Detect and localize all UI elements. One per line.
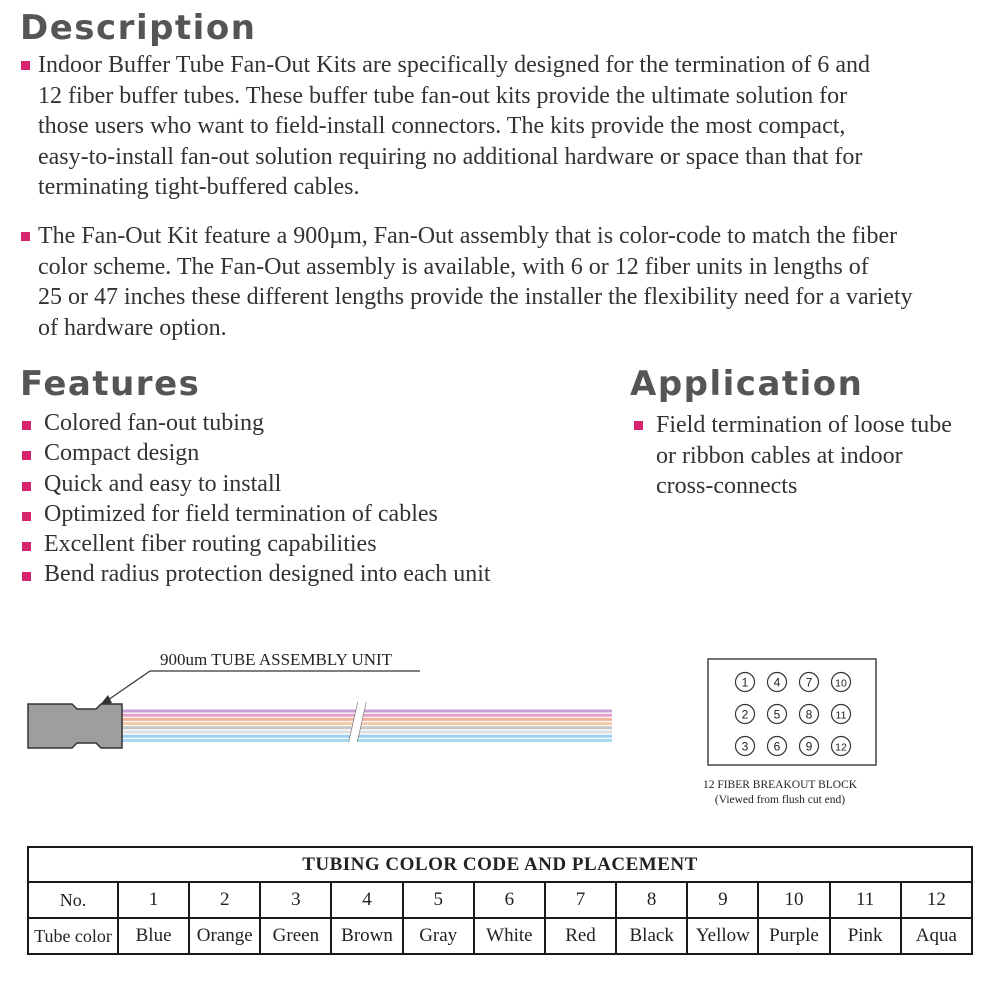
application-line: cross-connects xyxy=(656,473,798,499)
breakout-block-caption xyxy=(660,778,900,808)
paragraph-line: of hardware option. xyxy=(38,314,227,341)
application-text xyxy=(656,410,952,502)
fiber-position-number: 9 xyxy=(805,739,813,754)
fiber-position-number: 1 xyxy=(741,675,749,690)
fiber-number-cell: 10 xyxy=(758,882,829,918)
feature-text: Optimized for field termination of cables xyxy=(44,500,438,527)
bullet-square-icon xyxy=(22,542,31,551)
fiber-number-cell: 6 xyxy=(474,882,545,918)
features-list xyxy=(22,408,491,590)
fiber-number-cell: 5 xyxy=(403,882,474,918)
fiber-position-number: 3 xyxy=(741,739,749,754)
tube-assembly-label: 900um TUBE ASSEMBLY UNIT xyxy=(160,650,393,669)
table-title: TUBING COLOR CODE AND PLACEMENT xyxy=(28,847,972,882)
bullet-square-icon xyxy=(634,421,643,430)
fiber-number-cell: 4 xyxy=(331,882,402,918)
bullet-square-icon xyxy=(22,572,31,581)
fiber-number-cell: 3 xyxy=(260,882,331,918)
fiber-position-number: 11 xyxy=(835,709,847,722)
row-header-tube-color: Tube color xyxy=(28,918,118,954)
feature-item xyxy=(22,499,491,529)
tube-color-cell: Green xyxy=(260,918,331,954)
leader-line xyxy=(108,671,150,700)
fiber-position-number: 4 xyxy=(773,675,781,690)
tube-color-cell: Black xyxy=(616,918,687,954)
table-row-colors xyxy=(28,918,972,954)
feature-item xyxy=(22,529,491,559)
fiber-number-cell: 1 xyxy=(118,882,189,918)
feature-text: Quick and easy to install xyxy=(44,470,282,497)
tube-color-cell: Purple xyxy=(758,918,829,954)
breakout-block-diagram xyxy=(700,655,880,770)
tube-color-cell: Blue xyxy=(118,918,189,954)
fiber-number-cell: 7 xyxy=(545,882,616,918)
paragraph-line: Indoor Buffer Tube Fan-Out Kits are specifically designed for the termination of 6 and xyxy=(38,52,871,78)
bullet-square-icon xyxy=(21,232,30,241)
feature-item xyxy=(22,408,491,438)
application-line: Field termination of loose tube xyxy=(656,412,952,438)
features-heading: Features xyxy=(20,364,201,404)
tube-color-cell: Red xyxy=(545,918,616,954)
fiber-number-cell: 2 xyxy=(189,882,260,918)
paragraph-line: easy-to-install fan-out solution requiring no additional hardware or space than that for xyxy=(38,143,863,170)
feature-text: Bend radius protection designed into each unit xyxy=(44,561,491,588)
fiber-position-number: 7 xyxy=(805,675,813,690)
bullet-square-icon xyxy=(22,482,31,491)
fiber-position-number: 12 xyxy=(835,741,847,754)
bullet-square-icon xyxy=(22,421,31,430)
paragraph-line: The Fan-Out Kit feature a 900µm, Fan-Out assembly that is color-code to match the fiber xyxy=(38,223,898,249)
feature-text: Compact design xyxy=(44,440,200,467)
feature-text: Colored fan-out tubing xyxy=(44,410,264,436)
description-paragraph-1 xyxy=(38,50,870,203)
fiber-position-number: 10 xyxy=(835,677,847,690)
fiber-position-number: 5 xyxy=(773,707,781,722)
tubing-color-table xyxy=(27,846,973,955)
assembly-housing xyxy=(28,704,122,748)
description-paragraph-2 xyxy=(38,221,913,343)
paragraph-line: color scheme. The Fan-Out assembly is available, with 6 or 12 fiber units in lengths of xyxy=(38,253,869,280)
table-row-numbers xyxy=(28,882,972,918)
tube-color-cell: Brown xyxy=(331,918,402,954)
feature-item xyxy=(22,559,491,589)
fiber-position-number: 2 xyxy=(741,707,749,722)
fiber-number-cell: 9 xyxy=(687,882,758,918)
tube-color-cell: Gray xyxy=(403,918,474,954)
paragraph-line: 25 or 47 inches these different lengths provide the installer the flexibility need for a variety xyxy=(38,284,913,310)
tube-color-cell: Aqua xyxy=(901,918,972,954)
application-line: or ribbon cables at indoor xyxy=(656,442,903,469)
fiber-position-number: 6 xyxy=(773,739,781,754)
feature-item xyxy=(22,438,491,468)
bullet-square-icon xyxy=(22,451,31,460)
application-heading: Application xyxy=(630,364,864,404)
fiber-number-cell: 11 xyxy=(830,882,901,918)
caption-line: (Viewed from flush cut end) xyxy=(714,794,846,806)
tube-lines xyxy=(122,711,612,740)
tube-color-cell: White xyxy=(474,918,545,954)
fiber-position-number: 8 xyxy=(805,707,813,722)
feature-text: Excellent fiber routing capabilities xyxy=(44,531,377,558)
feature-item xyxy=(22,469,491,499)
paragraph-line: those users who want to field-install connectors. The kits provide the most compact, xyxy=(38,113,846,139)
tube-color-cell: Orange xyxy=(189,918,260,954)
bullet-square-icon xyxy=(22,512,31,521)
fiber-number-cell: 8 xyxy=(616,882,687,918)
row-header-no: No. xyxy=(28,882,118,918)
tube-color-cell: Pink xyxy=(830,918,901,954)
fanout-assembly-diagram xyxy=(0,650,640,770)
paragraph-line: 12 fiber buffer tubes. These buffer tube fan-out kits provide the ultimate solution for xyxy=(38,82,848,109)
tube-color-cell: Yellow xyxy=(687,918,758,954)
description-heading: Description xyxy=(20,8,257,48)
fiber-number-cell: 12 xyxy=(901,882,972,918)
paragraph-line: terminating tight-buffered cables. xyxy=(38,174,360,200)
caption-line: 12 FIBER BREAKOUT BLOCK xyxy=(702,779,858,791)
bullet-square-icon xyxy=(21,61,30,70)
